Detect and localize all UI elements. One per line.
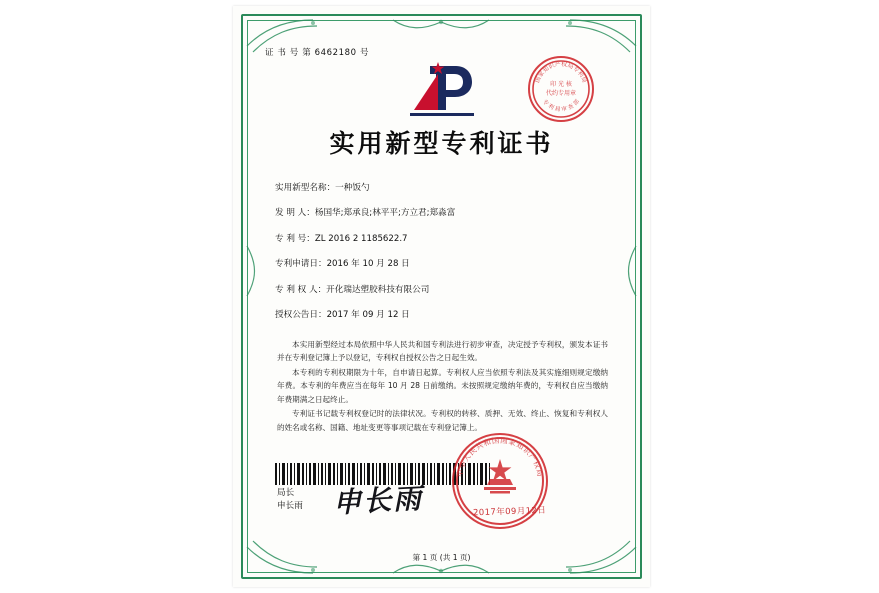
field-label: 专利申请日： <box>275 259 327 270</box>
svg-text:专 利 局 审 查 部: 专 利 局 审 查 部 <box>541 98 581 114</box>
field-row-patentee <box>275 284 608 297</box>
field-value: ZL 2016 2 1185622.7 <box>314 233 408 244</box>
handwritten-signature: 申长雨 <box>332 481 424 520</box>
field-list <box>275 182 608 322</box>
paragraph-2: 本专利的专利权期限为十年，自申请日起算。专利权人应当依照专利法及其实施细则规定缴纳年费。本专利的年费应当在每年 10 月 28 日前缴纳。未按照规定缴纳年费的，专利权自应当缴纳年费期满之日起终止。 <box>277 367 608 404</box>
svg-text:国家知识产权局专利局: 国家知识产权局专利局 <box>533 60 589 84</box>
field-row-name <box>275 182 608 195</box>
field-row-grant-date <box>275 309 608 322</box>
svg-text:代约专用章: 代约专用章 <box>545 90 577 97</box>
certificate-paper <box>233 6 650 587</box>
field-value: 2016 年 10 月 28 日 <box>326 259 410 270</box>
svg-text:印 光 核: 印 光 核 <box>550 81 572 88</box>
paragraph-1: 本实用新型经过本局依照中华人民共和国专利法进行初步审查，决定授予专利权，颁发本证书并在专利登记簿上予以登记，专利权自授权公告之日起生效。 <box>277 339 608 363</box>
page-footer: 第 1 页 (共 1 页) <box>412 553 471 562</box>
signature-name: 申长雨 <box>277 500 303 511</box>
field-label: 专 利 权 人： <box>275 284 327 295</box>
field-value: 杨国华;郑承良;林平平;方立君;郑淼富 <box>314 208 456 219</box>
field-row-inventors <box>275 207 608 220</box>
svg-text:中华人民共和国国家知识产权局: 中华人民共和国国家知识产权局 <box>455 435 545 478</box>
legal-text <box>277 338 608 435</box>
field-value: 一种饭勺 <box>335 183 370 193</box>
certificate-number: 证 书 号 第 6462180 号 <box>265 48 370 58</box>
signature-title: 局长 <box>277 488 295 498</box>
field-label: 发 明 人： <box>275 208 315 219</box>
field-label: 专 利 号： <box>275 233 315 244</box>
field-row-application-date <box>275 258 608 271</box>
seal-date: 2017年09月12日 <box>472 505 547 519</box>
certificate-content <box>263 32 620 565</box>
signature-labels <box>277 487 303 513</box>
field-label: 授权公告日： <box>275 309 327 320</box>
patent-office-logo-icon <box>394 60 490 118</box>
page-title: 实用新型专利证书 <box>329 129 554 158</box>
field-label: 实用新型名称： <box>275 183 336 193</box>
field-value: 开化瑞达塑胶科技有限公司 <box>326 284 430 295</box>
field-row-patent-number <box>275 233 608 246</box>
seal-top-icon <box>528 56 594 122</box>
field-value: 2017 年 09 月 12 日 <box>326 309 410 320</box>
paragraph-3: 专利证书记载专利权登记时的法律状况。专利权的转移、质押、无效、终止、恢复和专利权人的姓名或名称、国籍、地址变更等事项记载在专利登记簿上。 <box>277 409 608 432</box>
